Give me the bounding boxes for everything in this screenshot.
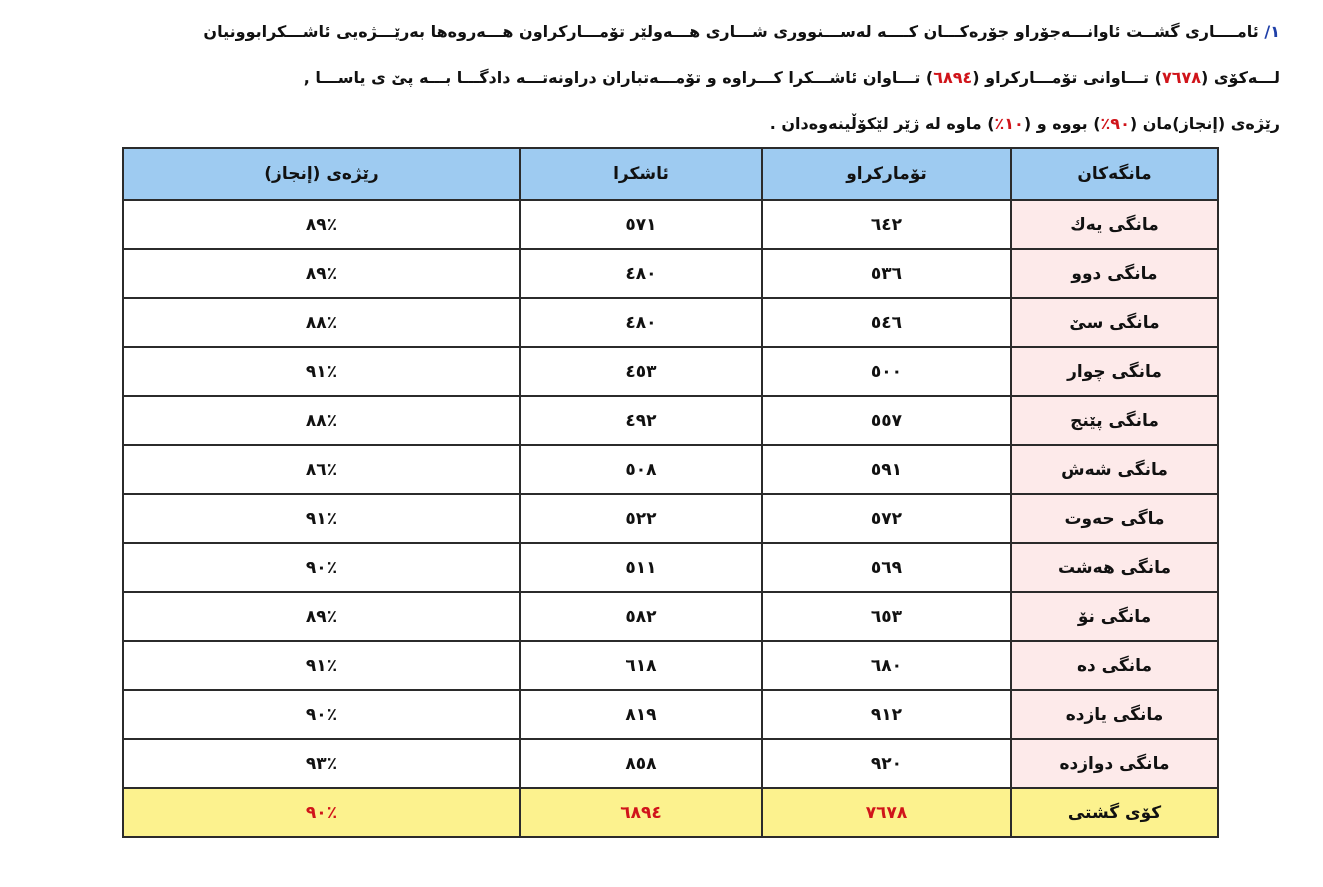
registered-cell: ٩٢٠ bbox=[762, 739, 1011, 788]
header-registered: تۆماركراو bbox=[762, 148, 1011, 200]
achievement-rate-inline: ٩٠٪ bbox=[1100, 114, 1130, 133]
discovered-cell: ٥٧١ bbox=[520, 200, 762, 249]
table-row bbox=[123, 543, 1218, 592]
item-number: ١/ bbox=[1264, 22, 1280, 41]
discovered-cell: ٤٩٢ bbox=[520, 396, 762, 445]
month-cell: مانگی دوازدە bbox=[1011, 739, 1218, 788]
total-discovered: ٦٨٩٤ bbox=[520, 788, 762, 837]
rate-cell: ٪٨٩ bbox=[123, 200, 520, 249]
discovered-cell: ٥٢٢ bbox=[520, 494, 762, 543]
rate-cell: ٪٨٨ bbox=[123, 396, 520, 445]
rate-cell: ٪٨٨ bbox=[123, 298, 520, 347]
registered-cell: ٥٤٦ bbox=[762, 298, 1011, 347]
intro-line-3-part3: ) ماوە لە ژێر لێكۆڵینەوەدان . bbox=[769, 114, 995, 133]
table-body bbox=[123, 200, 1218, 788]
table-row bbox=[123, 494, 1218, 543]
month-cell: مانگی چوار bbox=[1011, 347, 1218, 396]
total-registered: ٧٦٧٨ bbox=[762, 788, 1011, 837]
registered-cell: ٥٠٠ bbox=[762, 347, 1011, 396]
remaining-rate-inline: ١٠٪ bbox=[994, 114, 1024, 133]
month-cell: مانگی یازدە bbox=[1011, 690, 1218, 739]
table-row bbox=[123, 445, 1218, 494]
registered-cell: ٥٦٩ bbox=[762, 543, 1011, 592]
intro-line-3 bbox=[40, 104, 1280, 144]
header-rate: رێژەی (إنجاز) bbox=[123, 148, 520, 200]
registered-cell: ٥٧٢ bbox=[762, 494, 1011, 543]
month-cell: ماگی حەوت bbox=[1011, 494, 1218, 543]
table-header-row bbox=[123, 148, 1218, 200]
discovered-cell: ٨٥٨ bbox=[520, 739, 762, 788]
discovered-cell: ٨١٩ bbox=[520, 690, 762, 739]
rate-cell: ٪٩١ bbox=[123, 347, 520, 396]
registered-cell: ٦٤٢ bbox=[762, 200, 1011, 249]
crime-statistics-table bbox=[122, 147, 1219, 838]
registered-cell: ٦٨٠ bbox=[762, 641, 1011, 690]
intro-line-1 bbox=[40, 12, 1280, 58]
discovered-cell: ٤٨٠ bbox=[520, 298, 762, 347]
month-cell: مانگی پێنج bbox=[1011, 396, 1218, 445]
rate-cell: ٪٨٩ bbox=[123, 249, 520, 298]
discovered-cell: ٥٨٢ bbox=[520, 592, 762, 641]
month-cell: مانگی نۆ bbox=[1011, 592, 1218, 641]
table-row bbox=[123, 592, 1218, 641]
header-discovered: ئاشكرا bbox=[520, 148, 762, 200]
table-row bbox=[123, 690, 1218, 739]
table-row bbox=[123, 249, 1218, 298]
intro-line-2-part1: لـــەكۆی ( bbox=[1201, 68, 1280, 87]
discovered-cell: ٦١٨ bbox=[520, 641, 762, 690]
rate-cell: ٪٩١ bbox=[123, 641, 520, 690]
rate-cell: ٪٨٩ bbox=[123, 592, 520, 641]
month-cell: مانگی هەشت bbox=[1011, 543, 1218, 592]
registered-cell: ٥٩١ bbox=[762, 445, 1011, 494]
month-cell: مانگی سێ bbox=[1011, 298, 1218, 347]
total-discovered-inline: ٦٨٩٤ bbox=[933, 68, 973, 87]
discovered-cell: ٥١١ bbox=[520, 543, 762, 592]
discovered-cell: ٥٠٨ bbox=[520, 445, 762, 494]
month-cell: مانگی دە bbox=[1011, 641, 1218, 690]
table-row bbox=[123, 347, 1218, 396]
header-months: مانگەكان bbox=[1011, 148, 1218, 200]
rate-cell: ٪٩١ bbox=[123, 494, 520, 543]
intro-line-3-part2: ) بووە و ( bbox=[1023, 114, 1101, 133]
intro-line-2-part3: ) تـــاوان ئاشـــكرا كـــراوه و تۆمـــەتباران دراونەتـــە دادگـــا بـــە پێ ی یاســـا , bbox=[303, 68, 934, 87]
month-cell: مانگی شەش bbox=[1011, 445, 1218, 494]
intro-line-3-part1: رێژەی (إنجاز)مان ( bbox=[1129, 114, 1280, 133]
registered-cell: ٦٥٣ bbox=[762, 592, 1011, 641]
month-cell: مانگی دوو bbox=[1011, 249, 1218, 298]
table-row bbox=[123, 396, 1218, 445]
registered-cell: ٥٣٦ bbox=[762, 249, 1011, 298]
rate-cell: ٪٩٠ bbox=[123, 543, 520, 592]
registered-cell: ٩١٢ bbox=[762, 690, 1011, 739]
discovered-cell: ٤٥٣ bbox=[520, 347, 762, 396]
table-row bbox=[123, 739, 1218, 788]
intro-paragraph bbox=[40, 12, 1280, 144]
discovered-cell: ٤٨٠ bbox=[520, 249, 762, 298]
rate-cell: ٪٩٣ bbox=[123, 739, 520, 788]
intro-line-2-part2: ) تـــاوانی تۆمـــاركراو ( bbox=[972, 68, 1162, 87]
month-cell: مانگی یەك bbox=[1011, 200, 1218, 249]
table-row bbox=[123, 641, 1218, 690]
table-row bbox=[123, 200, 1218, 249]
rate-cell: ٪٨٦ bbox=[123, 445, 520, 494]
total-label: كۆی گشتی bbox=[1011, 788, 1218, 837]
total-registered-inline: ٧٦٧٨ bbox=[1161, 68, 1201, 87]
intro-line-1-text: ئامــــاری گشــت ئاوانـــەجۆراو جۆرەكـــان كــــە لەســـنووری شـــاری هـــەولێر تۆمـــاركراون هـــەروەها بەرێـــژەیی ئاشـــكرابوونیان bbox=[203, 22, 1259, 41]
rate-cell: ٪٩٠ bbox=[123, 690, 520, 739]
total-rate: ٪٩٠ bbox=[123, 788, 520, 837]
table-row bbox=[123, 298, 1218, 347]
total-row bbox=[123, 788, 1218, 837]
registered-cell: ٥٥٧ bbox=[762, 396, 1011, 445]
intro-line-2 bbox=[40, 58, 1280, 104]
